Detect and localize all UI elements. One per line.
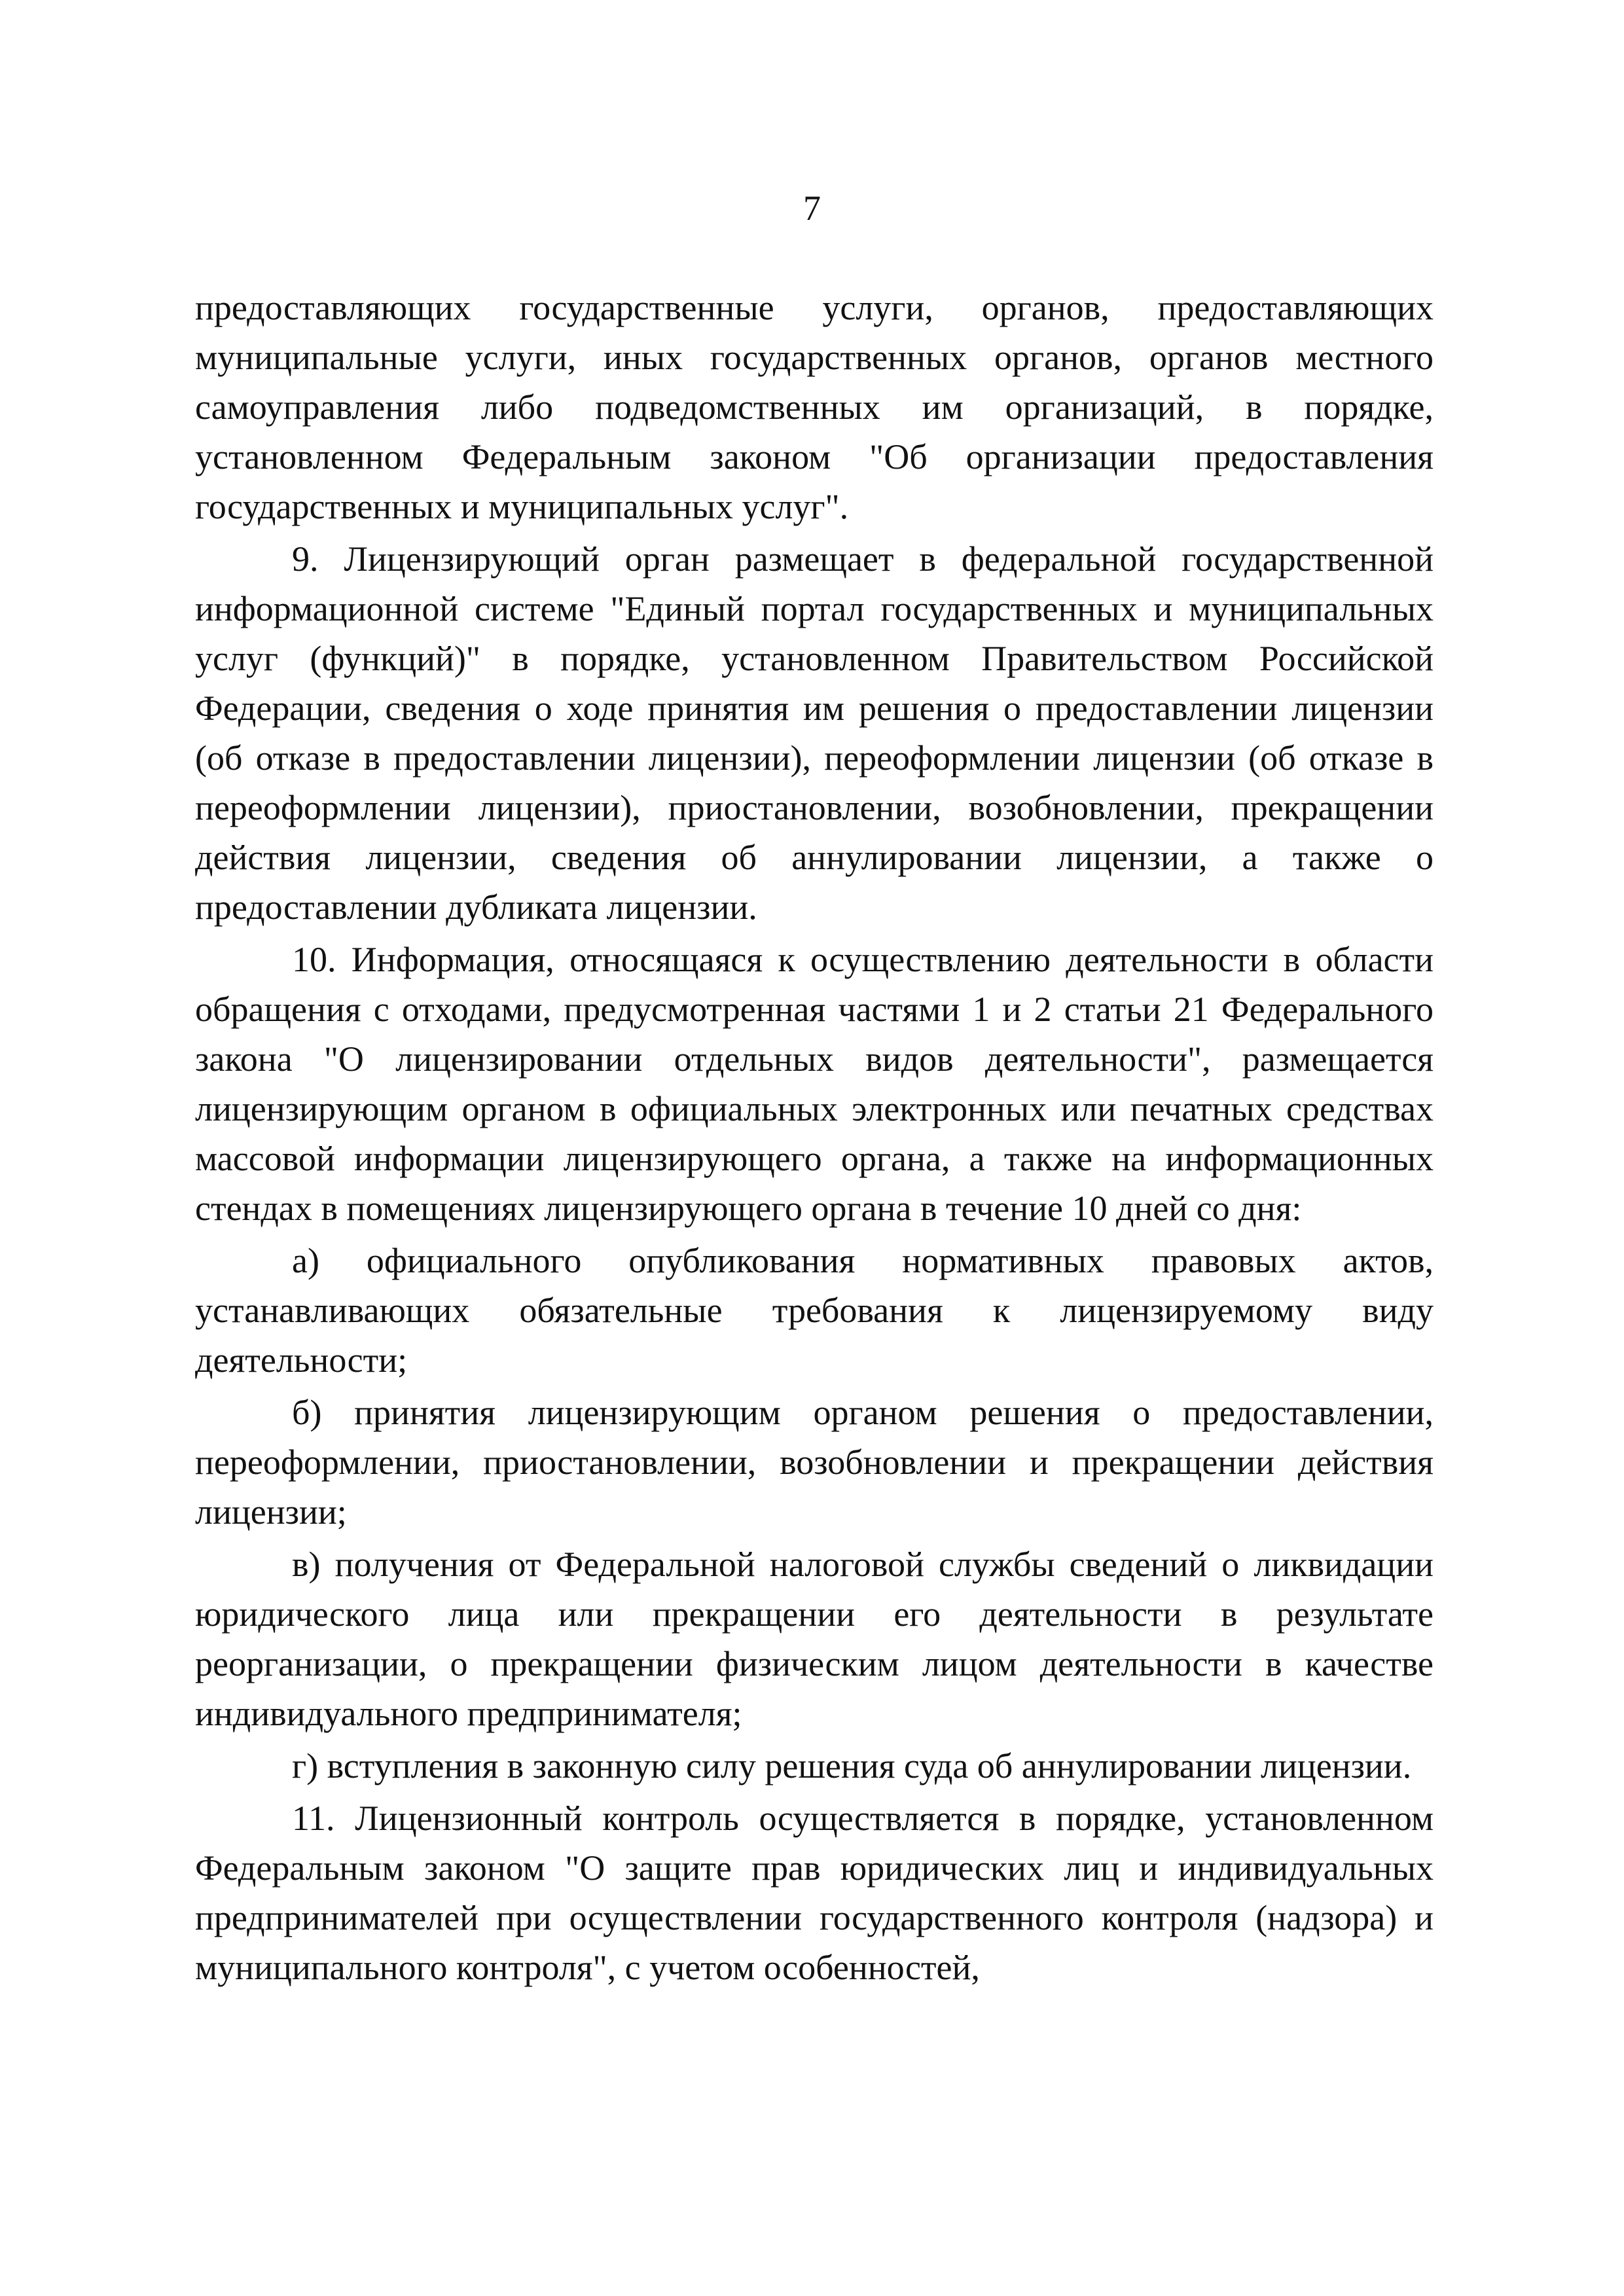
paragraph-item-10: 10. Информация, относящаяся к осуществлению деятельности в области обращения с отходами, предусмотренная частями 1 и 2 статьи 21 Федерального закона "О лицензировании отдельных видов деятельности", размещается лицензирующим органом в официальных электронных или печатных средствах массовой информации лицензирующего органа, а также на информационных стендах в помещениях лицензирующего органа в течение 10 дней со дня: [195,940,1434,1228]
document-body [195,283,1434,1995]
subitem-g: г) вступления в законную силу решения суда об аннулировании лицензии. [292,1746,1412,1785]
paragraph-continuation: предоставляющих государственные услуги, органов, предоставляющих муниципальные услуги, иных государственных органов, органов местного самоуправления либо подведомственных им организаций, в порядке, установленном Федеральным законом "Об организации предоставления государственных и муниципальных услуг". [195,288,1434,526]
subitem-b: б) принятия лицензирующим органом решения о предоставлении, переоформлении, приостановлении, возобновлении и прекращении действия лицензии; [195,1393,1434,1532]
subitem-a: а) официального опубликования нормативных правовых актов, устанавливающих обязательные требования к лицензируемому виду деятельности; [195,1241,1434,1380]
paragraph-item-9: 9. Лицензирующий орган размещает в федеральной государственной информационной системе "Единый портал государственных и муниципальных услуг (функций)" в порядке, установленном Правительством Российской Федерации, сведения о ходе принятия им решения о предоставлении лицензии (об отказе в предоставлении лицензии), переоформлении лицензии (об отказе в переоформлении лицензии), приостановлении, возобновлении, прекращении действия лицензии, сведения об аннулировании лицензии, а также о предоставлении дубликата лицензии. [195,539,1434,927]
paragraph-item-11: 11. Лицензионный контроль осуществляется в порядке, установленном Федеральным законом "О защите прав юридических лиц и индивидуальных предпринимателей при осуществлении государственного контроля (надзора) и муниципального контроля", с учетом особенностей, [195,1799,1434,1987]
subitem-v: в) получения от Федеральной налоговой службы сведений о ликвидации юридического лица или прекращении его деятельности в результате реорганизации, о прекращении физическим лицом деятельности в качестве индивидуального предпринимателя; [195,1545,1434,1733]
page-number: 7 [803,188,821,228]
